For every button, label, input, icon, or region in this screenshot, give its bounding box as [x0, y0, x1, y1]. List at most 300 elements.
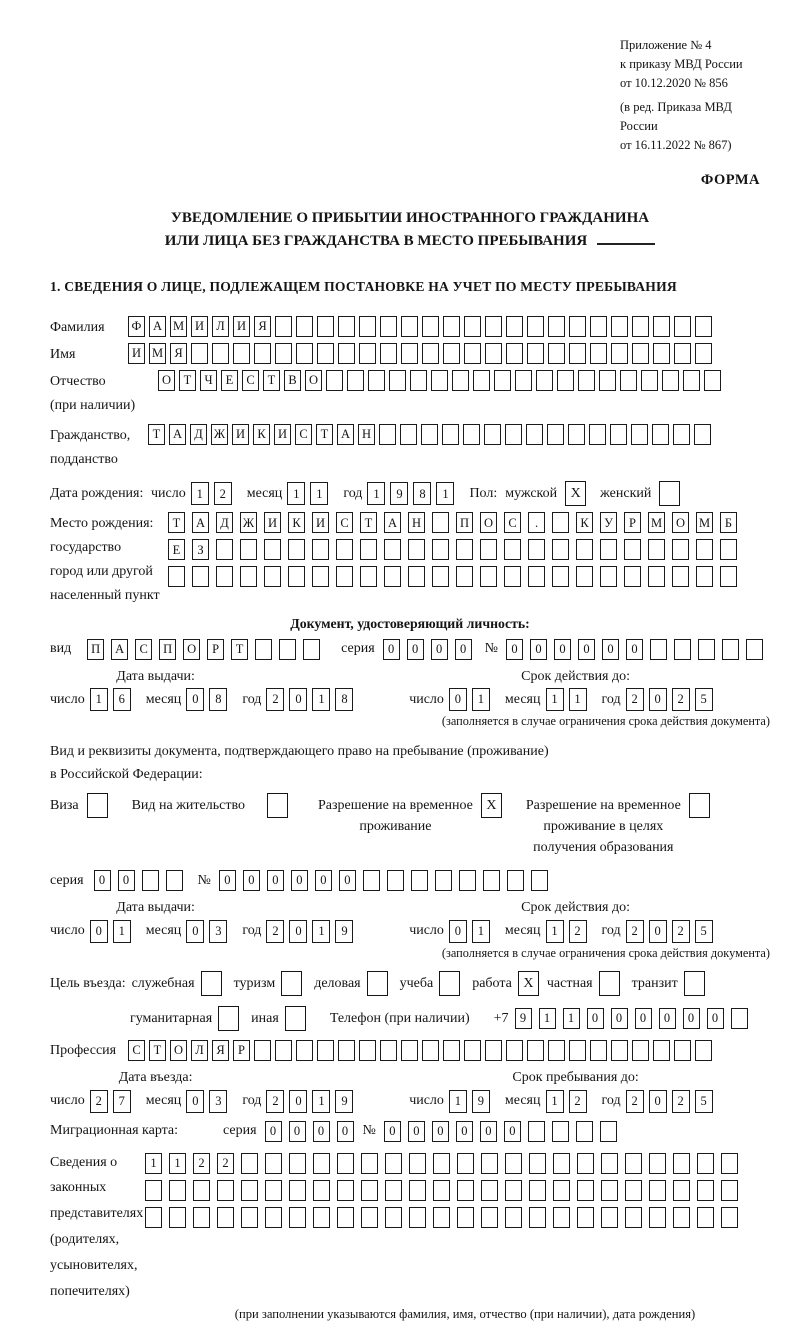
- char-cell[interactable]: [389, 370, 406, 391]
- char-cell[interactable]: [481, 1207, 498, 1228]
- char-cell[interactable]: 0: [602, 639, 619, 660]
- char-cell[interactable]: У: [600, 512, 617, 533]
- char-cell[interactable]: [611, 343, 628, 364]
- char-cell[interactable]: 1: [287, 482, 305, 505]
- char-cell[interactable]: 0: [408, 1121, 425, 1142]
- char-cell[interactable]: 0: [659, 1008, 676, 1029]
- char-cell[interactable]: [552, 566, 569, 587]
- char-cell[interactable]: [443, 343, 460, 364]
- char-cell[interactable]: [697, 1207, 714, 1228]
- char-cell[interactable]: [401, 343, 418, 364]
- char-cell[interactable]: [459, 870, 476, 891]
- char-cell[interactable]: [411, 870, 428, 891]
- char-cell[interactable]: [431, 370, 448, 391]
- char-cell[interactable]: [217, 1207, 234, 1228]
- char-cell[interactable]: [264, 566, 281, 587]
- char-cell[interactable]: 0: [649, 688, 667, 711]
- char-cell[interactable]: [337, 1180, 354, 1201]
- char-cell[interactable]: [457, 1207, 474, 1228]
- doc-issue-day-boxes[interactable]: [90, 688, 136, 711]
- char-cell[interactable]: Т: [148, 424, 165, 445]
- char-cell[interactable]: 0: [649, 920, 667, 943]
- char-cell[interactable]: 0: [480, 1121, 497, 1142]
- char-cell[interactable]: [169, 1180, 186, 1201]
- char-cell[interactable]: [313, 1180, 330, 1201]
- char-cell[interactable]: [241, 1207, 258, 1228]
- patronymic-boxes[interactable]: [158, 370, 725, 391]
- char-cell[interactable]: [697, 1180, 714, 1201]
- char-cell[interactable]: [653, 1040, 670, 1061]
- char-cell[interactable]: 2: [266, 1090, 284, 1113]
- char-cell[interactable]: [433, 1207, 450, 1228]
- char-cell[interactable]: [361, 1153, 378, 1174]
- char-cell[interactable]: [421, 424, 438, 445]
- profession-boxes[interactable]: [128, 1040, 716, 1061]
- char-cell[interactable]: [674, 639, 691, 660]
- char-cell[interactable]: [507, 870, 524, 891]
- char-cell[interactable]: 0: [313, 1121, 330, 1142]
- char-cell[interactable]: И: [191, 316, 208, 337]
- char-cell[interactable]: 8: [335, 688, 353, 711]
- char-cell[interactable]: [361, 1207, 378, 1228]
- char-cell[interactable]: [464, 1040, 481, 1061]
- char-cell[interactable]: 0: [611, 1008, 628, 1029]
- char-cell[interactable]: [601, 1153, 618, 1174]
- char-cell[interactable]: [698, 639, 715, 660]
- char-cell[interactable]: [265, 1153, 282, 1174]
- char-cell[interactable]: [312, 539, 329, 560]
- char-cell[interactable]: Р: [624, 512, 641, 533]
- surname-boxes[interactable]: [128, 316, 716, 337]
- char-cell[interactable]: [193, 1180, 210, 1201]
- char-cell[interactable]: .: [528, 512, 545, 533]
- char-cell[interactable]: [536, 370, 553, 391]
- char-cell[interactable]: Е: [168, 539, 185, 560]
- char-cell[interactable]: 0: [289, 1090, 307, 1113]
- birth-place-row3-boxes[interactable]: [168, 566, 744, 587]
- char-cell[interactable]: 0: [243, 870, 260, 891]
- char-cell[interactable]: [653, 343, 670, 364]
- char-cell[interactable]: [240, 566, 257, 587]
- char-cell[interactable]: [527, 1040, 544, 1061]
- char-cell[interactable]: 9: [335, 920, 353, 943]
- char-cell[interactable]: 0: [554, 639, 571, 660]
- char-cell[interactable]: [548, 316, 565, 337]
- char-cell[interactable]: [569, 343, 586, 364]
- stay-month-boxes[interactable]: [546, 1090, 592, 1113]
- permit-issue-month-boxes[interactable]: [186, 920, 232, 943]
- char-cell[interactable]: Л: [191, 1040, 208, 1061]
- char-cell[interactable]: 0: [267, 870, 284, 891]
- char-cell[interactable]: [531, 870, 548, 891]
- residence-permit-checkbox[interactable]: [267, 793, 288, 818]
- char-cell[interactable]: [721, 1153, 738, 1174]
- char-cell[interactable]: 1: [312, 688, 330, 711]
- char-cell[interactable]: [380, 1040, 397, 1061]
- char-cell[interactable]: [599, 370, 616, 391]
- char-cell[interactable]: 5: [695, 688, 713, 711]
- char-cell[interactable]: И: [232, 424, 249, 445]
- char-cell[interactable]: 0: [186, 688, 204, 711]
- doc-type-boxes[interactable]: [87, 639, 327, 660]
- char-cell[interactable]: М: [696, 512, 713, 533]
- entry-month-boxes[interactable]: [186, 1090, 232, 1113]
- char-cell[interactable]: 2: [626, 1090, 644, 1113]
- char-cell[interactable]: 8: [209, 688, 227, 711]
- char-cell[interactable]: Р: [207, 639, 224, 660]
- char-cell[interactable]: [553, 1207, 570, 1228]
- doc-expiry-year-boxes[interactable]: [626, 688, 718, 711]
- char-cell[interactable]: 0: [289, 1121, 306, 1142]
- char-cell[interactable]: 1: [546, 688, 564, 711]
- char-cell[interactable]: 1: [436, 482, 454, 505]
- temp-permit-checkbox[interactable]: X: [481, 793, 502, 818]
- char-cell[interactable]: 1: [449, 1090, 467, 1113]
- char-cell[interactable]: 5: [695, 1090, 713, 1113]
- char-cell[interactable]: 0: [118, 870, 135, 891]
- char-cell[interactable]: [363, 870, 380, 891]
- char-cell[interactable]: 0: [219, 870, 236, 891]
- char-cell[interactable]: [569, 1040, 586, 1061]
- char-cell[interactable]: М: [149, 343, 166, 364]
- char-cell[interactable]: [241, 1180, 258, 1201]
- char-cell[interactable]: [401, 1040, 418, 1061]
- char-cell[interactable]: 1: [472, 688, 490, 711]
- char-cell[interactable]: [317, 1040, 334, 1061]
- char-cell[interactable]: П: [159, 639, 176, 660]
- char-cell[interactable]: [504, 539, 521, 560]
- char-cell[interactable]: 2: [626, 920, 644, 943]
- char-cell[interactable]: [529, 1153, 546, 1174]
- char-cell[interactable]: Р: [233, 1040, 250, 1061]
- char-cell[interactable]: [385, 1207, 402, 1228]
- char-cell[interactable]: [672, 566, 689, 587]
- doc-expiry-day-boxes[interactable]: [449, 688, 495, 711]
- doc-number-boxes[interactable]: [506, 639, 770, 660]
- char-cell[interactable]: 9: [515, 1008, 532, 1029]
- char-cell[interactable]: А: [337, 424, 354, 445]
- purpose-business-checkbox[interactable]: [367, 971, 388, 996]
- char-cell[interactable]: [673, 1153, 690, 1174]
- char-cell[interactable]: [674, 1040, 691, 1061]
- char-cell[interactable]: [632, 316, 649, 337]
- birth-month-boxes[interactable]: [287, 482, 333, 505]
- char-cell[interactable]: [409, 1180, 426, 1201]
- char-cell[interactable]: [422, 1040, 439, 1061]
- char-cell[interactable]: [279, 639, 296, 660]
- char-cell[interactable]: [695, 1040, 712, 1061]
- char-cell[interactable]: Н: [408, 512, 425, 533]
- char-cell[interactable]: [338, 1040, 355, 1061]
- char-cell[interactable]: 1: [312, 920, 330, 943]
- char-cell[interactable]: 1: [310, 482, 328, 505]
- char-cell[interactable]: [648, 566, 665, 587]
- char-cell[interactable]: Т: [263, 370, 280, 391]
- char-cell[interactable]: [695, 343, 712, 364]
- char-cell[interactable]: [433, 1180, 450, 1201]
- char-cell[interactable]: Н: [358, 424, 375, 445]
- char-cell[interactable]: [649, 1180, 666, 1201]
- char-cell[interactable]: Я: [212, 1040, 229, 1061]
- char-cell[interactable]: [529, 1180, 546, 1201]
- char-cell[interactable]: Я: [170, 343, 187, 364]
- char-cell[interactable]: [683, 370, 700, 391]
- char-cell[interactable]: [338, 343, 355, 364]
- char-cell[interactable]: [641, 370, 658, 391]
- char-cell[interactable]: [217, 1180, 234, 1201]
- char-cell[interactable]: [548, 1040, 565, 1061]
- char-cell[interactable]: [264, 539, 281, 560]
- char-cell[interactable]: К: [576, 512, 593, 533]
- char-cell[interactable]: [443, 1040, 460, 1061]
- char-cell[interactable]: [191, 343, 208, 364]
- char-cell[interactable]: [360, 539, 377, 560]
- purpose-official-checkbox[interactable]: [201, 971, 222, 996]
- char-cell[interactable]: 0: [384, 1121, 401, 1142]
- char-cell[interactable]: 2: [217, 1153, 234, 1174]
- char-cell[interactable]: [456, 539, 473, 560]
- char-cell[interactable]: [192, 566, 209, 587]
- char-cell[interactable]: [166, 870, 183, 891]
- char-cell[interactable]: Ж: [211, 424, 228, 445]
- citizenship-boxes[interactable]: [148, 424, 715, 445]
- char-cell[interactable]: К: [288, 512, 305, 533]
- char-cell[interactable]: [480, 566, 497, 587]
- char-cell[interactable]: [548, 343, 565, 364]
- char-cell[interactable]: [650, 639, 667, 660]
- char-cell[interactable]: [590, 316, 607, 337]
- char-cell[interactable]: [360, 566, 377, 587]
- char-cell[interactable]: С: [336, 512, 353, 533]
- char-cell[interactable]: [673, 1207, 690, 1228]
- char-cell[interactable]: [720, 566, 737, 587]
- char-cell[interactable]: [452, 370, 469, 391]
- char-cell[interactable]: 0: [407, 639, 424, 660]
- char-cell[interactable]: 9: [335, 1090, 353, 1113]
- char-cell[interactable]: [408, 566, 425, 587]
- char-cell[interactable]: [336, 566, 353, 587]
- char-cell[interactable]: [464, 316, 481, 337]
- char-cell[interactable]: [359, 1040, 376, 1061]
- char-cell[interactable]: [275, 316, 292, 337]
- char-cell[interactable]: [296, 316, 313, 337]
- char-cell[interactable]: 7: [113, 1090, 131, 1113]
- char-cell[interactable]: 9: [472, 1090, 490, 1113]
- char-cell[interactable]: [289, 1180, 306, 1201]
- stay-year-boxes[interactable]: [626, 1090, 718, 1113]
- permit-series-boxes[interactable]: [94, 870, 190, 891]
- char-cell[interactable]: [480, 539, 497, 560]
- char-cell[interactable]: [457, 1180, 474, 1201]
- char-cell[interactable]: [694, 424, 711, 445]
- char-cell[interactable]: Т: [149, 1040, 166, 1061]
- char-cell[interactable]: [601, 1207, 618, 1228]
- char-cell[interactable]: [506, 1040, 523, 1061]
- char-cell[interactable]: 0: [90, 920, 108, 943]
- legal-reps-row3-boxes[interactable]: [145, 1207, 745, 1228]
- legal-reps-row2-boxes[interactable]: [145, 1180, 745, 1201]
- char-cell[interactable]: 1: [569, 688, 587, 711]
- char-cell[interactable]: [600, 566, 617, 587]
- char-cell[interactable]: [600, 539, 617, 560]
- permit-issue-year-boxes[interactable]: [266, 920, 358, 943]
- char-cell[interactable]: [422, 316, 439, 337]
- char-cell[interactable]: 2: [569, 1090, 587, 1113]
- char-cell[interactable]: 0: [383, 639, 400, 660]
- char-cell[interactable]: [528, 566, 545, 587]
- char-cell[interactable]: [505, 1207, 522, 1228]
- char-cell[interactable]: С: [242, 370, 259, 391]
- char-cell[interactable]: [338, 316, 355, 337]
- char-cell[interactable]: 2: [193, 1153, 210, 1174]
- stay-day-boxes[interactable]: [449, 1090, 495, 1113]
- char-cell[interactable]: Я: [254, 316, 271, 337]
- char-cell[interactable]: О: [672, 512, 689, 533]
- char-cell[interactable]: Д: [190, 424, 207, 445]
- char-cell[interactable]: [568, 424, 585, 445]
- char-cell[interactable]: [528, 539, 545, 560]
- permit-expiry-year-boxes[interactable]: [626, 920, 718, 943]
- char-cell[interactable]: [289, 1207, 306, 1228]
- char-cell[interactable]: [457, 1153, 474, 1174]
- char-cell[interactable]: [379, 424, 396, 445]
- char-cell[interactable]: [696, 566, 713, 587]
- char-cell[interactable]: [484, 424, 501, 445]
- char-cell[interactable]: [216, 566, 233, 587]
- char-cell[interactable]: [722, 639, 739, 660]
- char-cell[interactable]: [169, 1207, 186, 1228]
- char-cell[interactable]: [288, 566, 305, 587]
- char-cell[interactable]: Ж: [240, 512, 257, 533]
- char-cell[interactable]: [296, 343, 313, 364]
- doc-expiry-month-boxes[interactable]: [546, 688, 592, 711]
- char-cell[interactable]: О: [158, 370, 175, 391]
- char-cell[interactable]: О: [183, 639, 200, 660]
- char-cell[interactable]: [481, 1180, 498, 1201]
- char-cell[interactable]: [553, 1153, 570, 1174]
- char-cell[interactable]: [704, 370, 721, 391]
- char-cell[interactable]: [577, 1153, 594, 1174]
- char-cell[interactable]: Т: [179, 370, 196, 391]
- char-cell[interactable]: [505, 1153, 522, 1174]
- char-cell[interactable]: [145, 1180, 162, 1201]
- char-cell[interactable]: Т: [316, 424, 333, 445]
- char-cell[interactable]: В: [284, 370, 301, 391]
- permit-expiry-month-boxes[interactable]: [546, 920, 592, 943]
- char-cell[interactable]: [590, 343, 607, 364]
- purpose-work-checkbox[interactable]: X: [518, 971, 539, 996]
- char-cell[interactable]: М: [170, 316, 187, 337]
- char-cell[interactable]: 0: [626, 639, 643, 660]
- char-cell[interactable]: [631, 424, 648, 445]
- char-cell[interactable]: 2: [266, 688, 284, 711]
- char-cell[interactable]: 0: [504, 1121, 521, 1142]
- char-cell[interactable]: [463, 424, 480, 445]
- char-cell[interactable]: 0: [94, 870, 111, 891]
- char-cell[interactable]: [265, 1180, 282, 1201]
- char-cell[interactable]: 0: [683, 1008, 700, 1029]
- char-cell[interactable]: 1: [472, 920, 490, 943]
- purpose-private-checkbox[interactable]: [599, 971, 620, 996]
- char-cell[interactable]: Т: [231, 639, 248, 660]
- char-cell[interactable]: [422, 343, 439, 364]
- char-cell[interactable]: [485, 343, 502, 364]
- char-cell[interactable]: 1: [191, 482, 209, 505]
- char-cell[interactable]: [265, 1207, 282, 1228]
- char-cell[interactable]: [401, 316, 418, 337]
- char-cell[interactable]: [456, 566, 473, 587]
- char-cell[interactable]: [433, 1153, 450, 1174]
- char-cell[interactable]: [313, 1153, 330, 1174]
- char-cell[interactable]: [142, 870, 159, 891]
- char-cell[interactable]: [529, 1207, 546, 1228]
- char-cell[interactable]: [275, 1040, 292, 1061]
- char-cell[interactable]: [552, 539, 569, 560]
- char-cell[interactable]: [697, 1153, 714, 1174]
- char-cell[interactable]: [432, 566, 449, 587]
- char-cell[interactable]: [624, 566, 641, 587]
- char-cell[interactable]: [435, 870, 452, 891]
- char-cell[interactable]: О: [170, 1040, 187, 1061]
- char-cell[interactable]: [473, 370, 490, 391]
- char-cell[interactable]: [387, 870, 404, 891]
- char-cell[interactable]: [240, 539, 257, 560]
- char-cell[interactable]: П: [87, 639, 104, 660]
- char-cell[interactable]: [547, 424, 564, 445]
- char-cell[interactable]: [576, 566, 593, 587]
- char-cell[interactable]: [674, 316, 691, 337]
- birth-place-row2-boxes[interactable]: [168, 539, 744, 560]
- char-cell[interactable]: И: [233, 316, 250, 337]
- char-cell[interactable]: [674, 343, 691, 364]
- char-cell[interactable]: [400, 424, 417, 445]
- char-cell[interactable]: А: [192, 512, 209, 533]
- char-cell[interactable]: [385, 1153, 402, 1174]
- birth-day-boxes[interactable]: [191, 482, 237, 505]
- char-cell[interactable]: 0: [635, 1008, 652, 1029]
- char-cell[interactable]: 0: [449, 920, 467, 943]
- char-cell[interactable]: О: [305, 370, 322, 391]
- char-cell[interactable]: 0: [506, 639, 523, 660]
- char-cell[interactable]: [505, 1180, 522, 1201]
- char-cell[interactable]: С: [128, 1040, 145, 1061]
- char-cell[interactable]: [526, 424, 543, 445]
- char-cell[interactable]: [408, 539, 425, 560]
- char-cell[interactable]: 0: [587, 1008, 604, 1029]
- char-cell[interactable]: И: [274, 424, 291, 445]
- char-cell[interactable]: 2: [672, 688, 690, 711]
- char-cell[interactable]: 2: [672, 920, 690, 943]
- birth-year-boxes[interactable]: [367, 482, 459, 505]
- char-cell[interactable]: 0: [265, 1121, 282, 1142]
- char-cell[interactable]: 1: [312, 1090, 330, 1113]
- char-cell[interactable]: К: [253, 424, 270, 445]
- char-cell[interactable]: [590, 1040, 607, 1061]
- legal-reps-row1-boxes[interactable]: [145, 1153, 745, 1174]
- char-cell[interactable]: [527, 316, 544, 337]
- char-cell[interactable]: И: [128, 343, 145, 364]
- name-boxes[interactable]: [128, 343, 716, 364]
- char-cell[interactable]: [721, 1180, 738, 1201]
- char-cell[interactable]: 1: [145, 1153, 162, 1174]
- char-cell[interactable]: [359, 316, 376, 337]
- char-cell[interactable]: [317, 316, 334, 337]
- char-cell[interactable]: [312, 566, 329, 587]
- char-cell[interactable]: [384, 539, 401, 560]
- char-cell[interactable]: [610, 424, 627, 445]
- char-cell[interactable]: [673, 424, 690, 445]
- char-cell[interactable]: 2: [672, 1090, 690, 1113]
